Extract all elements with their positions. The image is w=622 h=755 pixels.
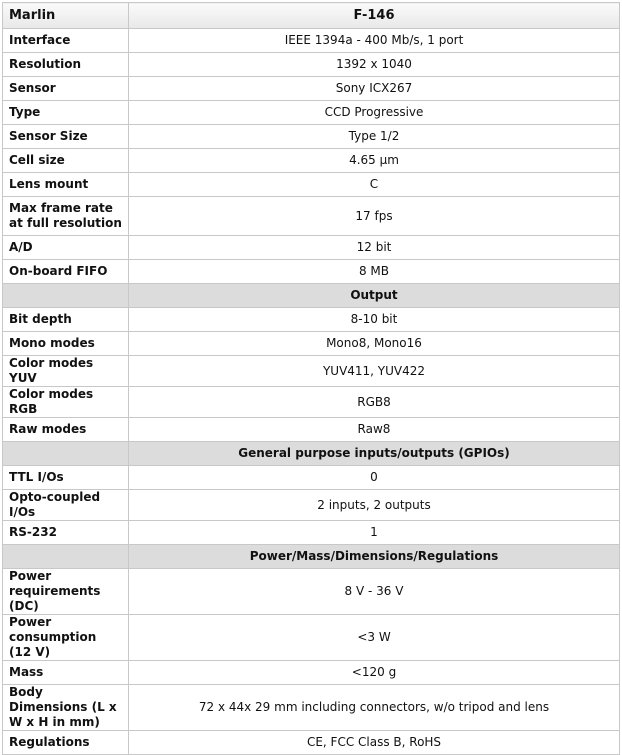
table-header-row — [3, 3, 620, 29]
spec-label: Color modes RGB — [3, 387, 129, 418]
spec-value: 8 V - 36 V — [129, 569, 620, 615]
spec-label: Type — [3, 101, 129, 125]
table-row — [3, 466, 620, 490]
spec-label: Color modes YUV — [3, 356, 129, 387]
spec-value: 8 MB — [129, 260, 620, 284]
section-header-power — [3, 545, 620, 569]
table-row — [3, 101, 620, 125]
spec-value: 4.65 µm — [129, 149, 620, 173]
spec-label: RS-232 — [3, 521, 129, 545]
spec-value: CCD Progressive — [129, 101, 620, 125]
spec-value: YUV411, YUV422 — [129, 356, 620, 387]
spec-label: Cell size — [3, 149, 129, 173]
spec-value: 1 — [129, 521, 620, 545]
table-row — [3, 125, 620, 149]
spec-value: Type 1/2 — [129, 125, 620, 149]
spec-label: Body Dimensions (L x W x H in mm) — [3, 685, 129, 731]
spec-label: Lens mount — [3, 173, 129, 197]
spec-value: 17 fps — [129, 197, 620, 236]
spec-label: Sensor — [3, 77, 129, 101]
spec-label: Interface — [3, 29, 129, 53]
table-row — [3, 661, 620, 685]
table-row — [3, 197, 620, 236]
spec-value: <120 g — [129, 661, 620, 685]
spec-label: Regulations — [3, 731, 129, 755]
table-row — [3, 29, 620, 53]
spec-label: TTL I/Os — [3, 466, 129, 490]
section-header-output — [3, 284, 620, 308]
table-row — [3, 569, 620, 615]
section-title: Output — [129, 284, 620, 308]
table-row — [3, 308, 620, 332]
spec-value: 0 — [129, 466, 620, 490]
spec-label: Resolution — [3, 53, 129, 77]
spec-value: Sony ICX267 — [129, 77, 620, 101]
section-title: General purpose inputs/outputs (GPIOs) — [129, 442, 620, 466]
spec-value: CE, FCC Class B, RoHS — [129, 731, 620, 755]
spec-value: IEEE 1394a - 400 Mb/s, 1 port — [129, 29, 620, 53]
table-row — [3, 77, 620, 101]
table-row — [3, 731, 620, 755]
spec-label: Mass — [3, 661, 129, 685]
spec-value: Mono8, Mono16 — [129, 332, 620, 356]
brand-heading: Marlin — [3, 3, 129, 29]
model-heading: F-146 — [129, 3, 620, 29]
table-row — [3, 418, 620, 442]
table-row — [3, 332, 620, 356]
table-row — [3, 173, 620, 197]
spec-label: Opto-coupled I/Os — [3, 490, 129, 521]
table-row — [3, 356, 620, 387]
spec-value: C — [129, 173, 620, 197]
spec-value: 1392 x 1040 — [129, 53, 620, 77]
table-row — [3, 149, 620, 173]
table-row — [3, 685, 620, 731]
section-title: Power/Mass/Dimensions/Regulations — [129, 545, 620, 569]
table-row — [3, 260, 620, 284]
spec-value: 72 x 44x 29 mm including connectors, w/o tripod and lens — [129, 685, 620, 731]
table-row — [3, 615, 620, 661]
camera-spec-table — [2, 2, 620, 755]
table-row — [3, 53, 620, 77]
spec-label: Raw modes — [3, 418, 129, 442]
spec-value: <3 W — [129, 615, 620, 661]
spec-label: Power consumption (12 V) — [3, 615, 129, 661]
table-row — [3, 236, 620, 260]
spec-label: Bit depth — [3, 308, 129, 332]
section-header-spacer — [3, 284, 129, 308]
section-header-gpios — [3, 442, 620, 466]
section-header-spacer — [3, 545, 129, 569]
spec-label: On-board FIFO — [3, 260, 129, 284]
table-row — [3, 387, 620, 418]
spec-value: 2 inputs, 2 outputs — [129, 490, 620, 521]
spec-value: 8-10 bit — [129, 308, 620, 332]
spec-value: 12 bit — [129, 236, 620, 260]
table-row — [3, 490, 620, 521]
spec-value: RGB8 — [129, 387, 620, 418]
spec-label: Power requirements (DC) — [3, 569, 129, 615]
spec-label: A/D — [3, 236, 129, 260]
table-row — [3, 521, 620, 545]
spec-label: Mono modes — [3, 332, 129, 356]
spec-value: Raw8 — [129, 418, 620, 442]
spec-label: Max frame rate at full resolution — [3, 197, 129, 236]
spec-label: Sensor Size — [3, 125, 129, 149]
section-header-spacer — [3, 442, 129, 466]
